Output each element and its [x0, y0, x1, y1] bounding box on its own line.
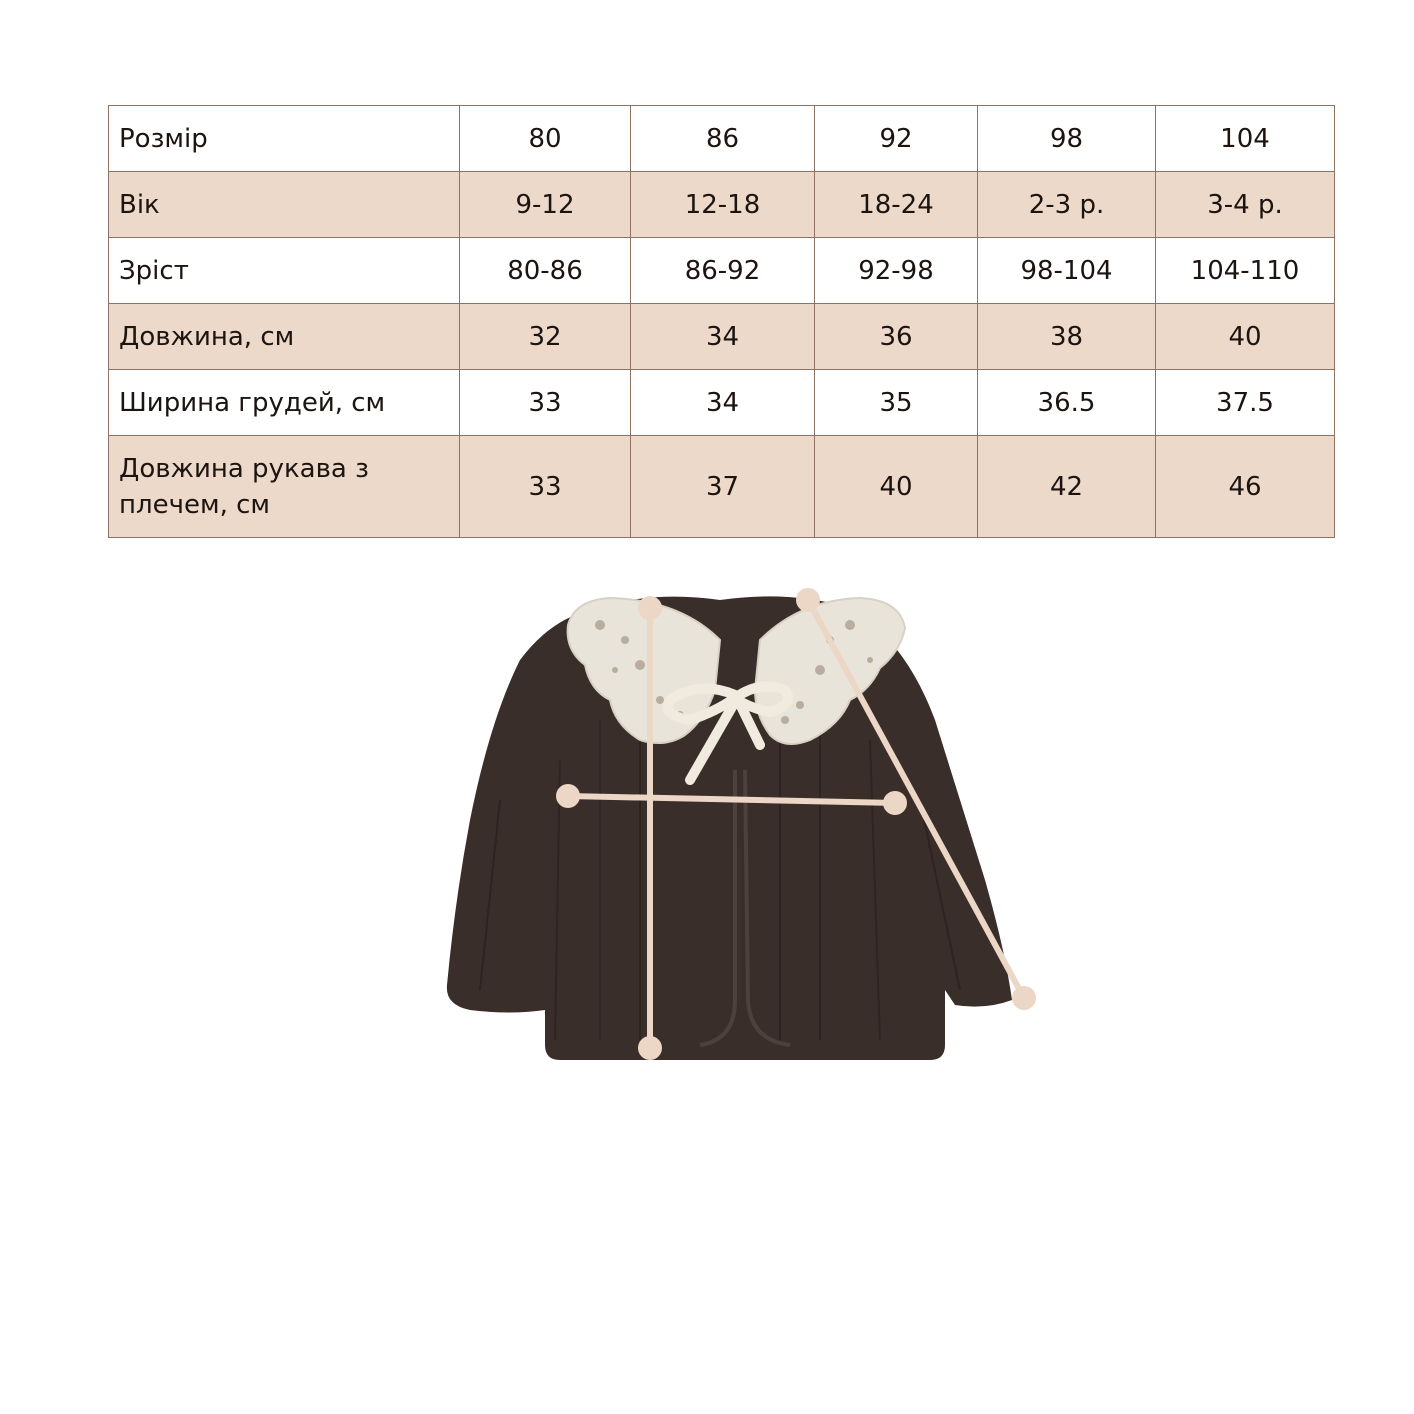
row-label: Зріст: [109, 238, 460, 304]
table-cell: 92-98: [815, 238, 978, 304]
table-cell: 37: [631, 436, 815, 538]
sleeve-marker-bottom: [1012, 986, 1036, 1010]
table-cell: 98-104: [978, 238, 1156, 304]
table-cell: 38: [978, 304, 1156, 370]
row-label: Вік: [109, 172, 460, 238]
table-cell: 35: [815, 370, 978, 436]
table-cell: 42: [978, 436, 1156, 538]
row-label: Довжина, см: [109, 304, 460, 370]
table-cell: 36.5: [978, 370, 1156, 436]
row-label: Довжина рукава з плечем, см: [109, 436, 460, 538]
table-cell: 18-24: [815, 172, 978, 238]
length-marker-bottom: [638, 1036, 662, 1060]
table-cell: 80: [460, 106, 631, 172]
length-marker-top: [638, 596, 662, 620]
cardigan-body: [447, 596, 1012, 1060]
table-cell: 98: [978, 106, 1156, 172]
table-cell: 34: [631, 304, 815, 370]
table-cell: 33: [460, 436, 631, 538]
table-cell: 3-4 р.: [1156, 172, 1335, 238]
garment-measurement-illustration: [0, 560, 1414, 1100]
row-label: Ширина грудей, см: [109, 370, 460, 436]
chest-marker-right: [883, 791, 907, 815]
table-row-chest-width: [109, 370, 1335, 436]
sleeve-marker-top: [796, 588, 820, 612]
table-cell: 80-86: [460, 238, 631, 304]
table-cell: 2-3 р.: [978, 172, 1156, 238]
table-row-length: [109, 304, 1335, 370]
table-cell: 40: [1156, 304, 1335, 370]
row-label: Розмір: [109, 106, 460, 172]
size-chart-table: [108, 105, 1335, 538]
table-cell: 104: [1156, 106, 1335, 172]
table-cell: 46: [1156, 436, 1335, 538]
table-cell: 33: [460, 370, 631, 436]
table-cell: 86: [631, 106, 815, 172]
table-cell: 32: [460, 304, 631, 370]
table-cell: 12-18: [631, 172, 815, 238]
table-cell: 37.5: [1156, 370, 1335, 436]
table-row-height: [109, 238, 1335, 304]
table-cell: 34: [631, 370, 815, 436]
table-cell: 40: [815, 436, 978, 538]
table-row-size: [109, 106, 1335, 172]
table-cell: 92: [815, 106, 978, 172]
chest-marker-left: [556, 784, 580, 808]
table-cell: 36: [815, 304, 978, 370]
cardigan-illustration: [447, 596, 1012, 1060]
table-row-sleeve-length: [109, 436, 1335, 538]
table-cell: 86-92: [631, 238, 815, 304]
table-cell: 104-110: [1156, 238, 1335, 304]
table-row-age: [109, 172, 1335, 238]
table-cell: 9-12: [460, 172, 631, 238]
